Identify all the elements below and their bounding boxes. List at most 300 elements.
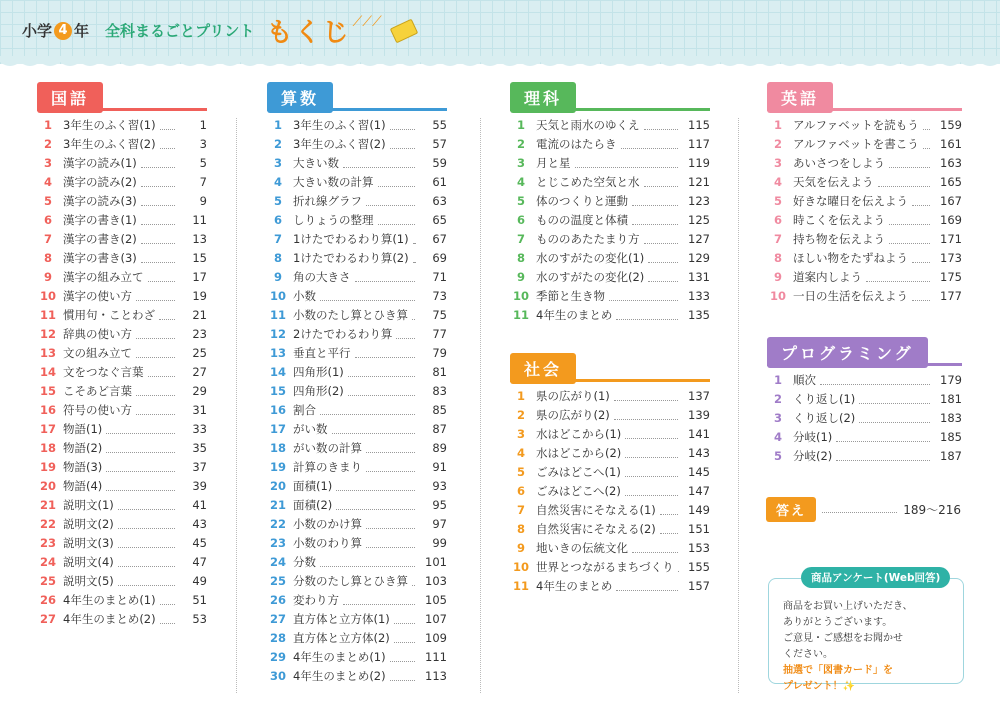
entry-number: 9	[273, 270, 282, 284]
dot-leader	[390, 121, 415, 130]
toc-entry[interactable]	[37, 591, 207, 610]
toc-entry[interactable]	[267, 629, 447, 648]
entry-title: がい数	[293, 422, 328, 436]
toc-entry[interactable]	[767, 268, 962, 287]
entry-number: 15	[39, 384, 56, 398]
entry-title: 持ち物を伝えよう	[793, 232, 885, 246]
dot-leader	[336, 501, 415, 510]
toc-entry[interactable]	[267, 211, 447, 230]
entry-title: 文の組み立て	[63, 346, 132, 360]
toc-entry[interactable]	[37, 287, 207, 306]
entry-number: 10	[39, 289, 56, 303]
toc-entry[interactable]	[767, 211, 962, 230]
entry-title: 季節と生き物	[536, 289, 605, 303]
survey-body	[783, 599, 913, 695]
toc-entry[interactable]	[37, 382, 207, 401]
toc-entry[interactable]	[767, 390, 962, 409]
toc-entry[interactable]	[767, 428, 962, 447]
entry-page: 151	[688, 522, 710, 536]
toc-entry[interactable]	[37, 154, 207, 173]
dot-leader	[141, 178, 175, 187]
entry-number: 19	[39, 460, 56, 474]
entry-title: 説明文(3)	[63, 536, 114, 550]
entry-page: 115	[688, 118, 710, 132]
toc-entry[interactable]	[767, 192, 962, 211]
entry-title: 大きい数	[293, 156, 339, 170]
dot-leader	[355, 273, 416, 282]
entry-title: くり返し(1)	[793, 392, 856, 406]
entry-title: 自然災害にそなえる(2)	[536, 522, 656, 536]
entry-title: 物語(2)	[63, 441, 103, 455]
toc-entry[interactable]	[510, 135, 710, 154]
entry-page: 143	[688, 446, 710, 460]
section-underline	[37, 108, 207, 111]
entry-page: 181	[940, 392, 962, 406]
dot-leader	[141, 159, 175, 168]
sparkle-icon: ⟋⟋⟋	[352, 13, 382, 30]
survey-text-line: ください。	[783, 649, 833, 660]
toc-list	[267, 116, 447, 686]
entry-number: 5	[43, 194, 52, 208]
dot-leader	[159, 311, 175, 320]
survey-present-text: プレゼント！	[783, 681, 843, 692]
entry-title: 小数のわり算	[293, 536, 362, 550]
entry-title: 一日の生活を伝えよう	[793, 289, 908, 303]
dot-leader	[660, 506, 678, 515]
entry-page: 117	[688, 137, 710, 151]
entry-number: 29	[269, 650, 286, 664]
entry-number: 8	[773, 251, 782, 265]
entry-page: 185	[940, 430, 962, 444]
entry-page: 179	[940, 373, 962, 387]
entry-number: 1	[773, 118, 782, 132]
dot-leader	[366, 444, 415, 453]
entry-number: 12	[39, 327, 56, 341]
entry-title: あいさつをしよう	[793, 156, 885, 170]
toc-entry[interactable]	[510, 501, 710, 520]
toc-entry[interactable]	[37, 211, 207, 230]
entry-title: 説明文(1)	[63, 498, 114, 512]
entry-page: 131	[688, 270, 710, 284]
dot-leader	[336, 482, 415, 491]
entry-number: 30	[269, 669, 286, 683]
toc-entry[interactable]	[767, 249, 962, 268]
entry-number: 27	[269, 612, 286, 626]
toc-entry[interactable]	[510, 425, 710, 444]
toc-entry[interactable]	[767, 116, 962, 135]
entry-number: 5	[773, 449, 782, 463]
entry-number: 2	[273, 137, 282, 151]
entry-title: 2けたでわるわり算	[293, 327, 393, 341]
toc-entry[interactable]	[510, 287, 710, 306]
dot-leader	[625, 430, 678, 439]
toc-entry[interactable]	[267, 325, 447, 344]
toc-entry[interactable]	[267, 610, 447, 629]
entry-number: 4	[273, 175, 282, 189]
entry-page: 27	[192, 365, 207, 379]
toc-entry[interactable]	[767, 135, 962, 154]
entry-title: 辞典の使い方	[63, 327, 132, 341]
toc-entry[interactable]	[510, 558, 710, 577]
toc-entry[interactable]	[510, 173, 710, 192]
grade-suffix: 年	[74, 22, 90, 40]
entry-page: 97	[432, 517, 447, 531]
entry-title: くり返し(2)	[793, 411, 856, 425]
entry-title: 水はどこから(2)	[536, 446, 622, 460]
entry-number: 5	[516, 465, 525, 479]
entry-title: 物語(1)	[63, 422, 103, 436]
dot-leader	[118, 520, 175, 529]
entry-number: 6	[773, 213, 782, 227]
toc-entry[interactable]	[267, 515, 447, 534]
toc-entry[interactable]	[267, 572, 447, 591]
entry-title: 3年生のふく習(2)	[293, 137, 386, 151]
entry-number: 26	[269, 593, 286, 607]
entry-number: 7	[773, 232, 782, 246]
toc-entry[interactable]	[767, 230, 962, 249]
entry-title: 4年生のまとめ	[536, 579, 613, 593]
dot-leader	[625, 468, 678, 477]
entry-number: 8	[273, 251, 282, 265]
entry-title: 垂直と平行	[293, 346, 351, 360]
entry-number: 1	[516, 389, 525, 403]
entry-number: 24	[39, 555, 56, 569]
toc-entry[interactable]	[267, 192, 447, 211]
entry-title: 漢字の書き(2)	[63, 232, 137, 246]
entry-number: 5	[773, 194, 782, 208]
entry-title: 4年生のまとめ	[536, 308, 613, 322]
entry-title: 漢字の読み(2)	[63, 175, 137, 189]
entry-title: 面積(2)	[293, 498, 333, 512]
toc-entry[interactable]	[510, 539, 710, 558]
toc-entry[interactable]	[267, 249, 447, 268]
dot-leader	[136, 406, 175, 415]
toc-entry[interactable]	[37, 249, 207, 268]
toc-entry[interactable]	[267, 439, 447, 458]
toc-entry[interactable]	[37, 420, 207, 439]
toc-entry[interactable]	[510, 230, 710, 249]
dot-leader	[644, 235, 679, 244]
entry-page: 127	[688, 232, 710, 246]
entry-page: 19	[192, 289, 207, 303]
dot-leader	[614, 392, 678, 401]
dot-leader	[616, 311, 678, 320]
toc-entry[interactable]	[510, 306, 710, 325]
page-title: もくじ	[266, 18, 351, 48]
entry-page: 77	[432, 327, 447, 341]
entry-number: 28	[269, 631, 286, 645]
entry-title: 分岐(2)	[793, 449, 833, 463]
entry-page: 89	[432, 441, 447, 455]
toc-entry[interactable]	[267, 230, 447, 249]
entry-number: 21	[39, 498, 56, 512]
column-divider	[480, 118, 481, 693]
toc-entry[interactable]	[267, 667, 447, 686]
dot-leader	[878, 178, 931, 187]
toc-entry[interactable]	[267, 534, 447, 553]
entry-number: 8	[516, 251, 525, 265]
entry-number: 1	[773, 373, 782, 387]
entry-number: 20	[39, 479, 56, 493]
toc-entry[interactable]	[510, 387, 710, 406]
entry-title: 順次	[793, 373, 816, 387]
dot-leader	[390, 653, 415, 662]
dot-leader	[348, 368, 415, 377]
toc-entry[interactable]	[37, 325, 207, 344]
entry-page: 1	[199, 118, 207, 132]
toc-entry[interactable]	[267, 306, 447, 325]
dot-leader	[621, 140, 679, 149]
entry-number: 3	[516, 427, 525, 441]
toc-entry[interactable]	[510, 520, 710, 539]
entry-title: 文をつなぐ言葉	[63, 365, 144, 379]
section-underline	[767, 108, 962, 111]
entry-page: 37	[192, 460, 207, 474]
entry-page: 135	[688, 308, 710, 322]
toc-entry[interactable]	[267, 553, 447, 572]
toc-entry[interactable]	[37, 192, 207, 211]
dot-leader	[866, 273, 930, 282]
section-eigo	[767, 82, 962, 303]
entry-page: 139	[688, 408, 710, 422]
entry-title: 自然災害にそなえる(1)	[536, 503, 656, 517]
toc-entry[interactable]	[37, 173, 207, 192]
entry-number: 1	[43, 118, 52, 132]
entry-title: 1けたでわるわり算(2)	[293, 251, 409, 265]
entry-title: 好きな曜日を伝えよう	[793, 194, 908, 208]
toc-entry[interactable]	[767, 447, 962, 466]
entry-title: 四角形(2)	[293, 384, 344, 398]
entry-page: 103	[425, 574, 447, 588]
toc-entry[interactable]	[37, 363, 207, 382]
survey-text-line: ありがとうございます。	[783, 617, 893, 628]
entry-number: 17	[39, 422, 56, 436]
grade-label	[22, 20, 89, 41]
dot-leader	[889, 159, 930, 168]
entry-title: 4年生のまとめ(2)	[63, 612, 156, 626]
entry-number: 7	[516, 503, 525, 517]
toc-entry[interactable]	[37, 553, 207, 572]
entry-title: 4年生のまとめ(1)	[63, 593, 156, 607]
entry-page: 57	[432, 137, 447, 151]
answers-badge: 答え	[766, 497, 816, 522]
entry-number: 4	[516, 446, 525, 460]
dot-leader	[148, 273, 176, 282]
section-kokugo	[37, 82, 207, 626]
entry-number: 4	[773, 175, 782, 189]
toc-entry[interactable]	[267, 591, 447, 610]
entry-number: 27	[39, 612, 56, 626]
toc-entry[interactable]	[767, 371, 962, 390]
header-wave	[0, 56, 1000, 76]
toc-entry[interactable]	[37, 496, 207, 515]
toc-entry[interactable]	[37, 477, 207, 496]
dot-leader	[332, 425, 416, 434]
column-divider	[738, 118, 739, 693]
dot-leader	[912, 292, 930, 301]
toc-entry[interactable]	[510, 444, 710, 463]
dot-leader	[390, 672, 415, 681]
toc-entry[interactable]	[267, 477, 447, 496]
dot-leader	[148, 368, 176, 377]
entry-page: 41	[192, 498, 207, 512]
entry-page: 157	[688, 579, 710, 593]
entry-title: 大きい数の計算	[293, 175, 374, 189]
toc-entry[interactable]	[37, 439, 207, 458]
dot-leader	[136, 330, 175, 339]
toc-entry[interactable]	[267, 173, 447, 192]
entry-page: 101	[425, 555, 447, 569]
section-badge-eigo: 英語	[767, 82, 833, 113]
toc-entry[interactable]	[767, 409, 962, 428]
dot-leader	[632, 544, 678, 553]
toc-entry[interactable]	[510, 577, 710, 596]
entry-page: 153	[688, 541, 710, 555]
toc-entry[interactable]	[510, 406, 710, 425]
section-badge-shakai: 社会	[510, 353, 576, 384]
toc-entry[interactable]	[37, 344, 207, 363]
entry-number: 6	[43, 213, 52, 227]
dot-leader	[923, 140, 930, 149]
toc-entry[interactable]	[267, 363, 447, 382]
dot-leader	[348, 387, 415, 396]
entry-title: 説明文(4)	[63, 555, 114, 569]
entry-number: 18	[269, 441, 286, 455]
dot-leader	[378, 178, 416, 187]
toc-entry[interactable]	[767, 154, 962, 173]
entry-page: 47	[192, 555, 207, 569]
entry-title: 角の大きさ	[293, 270, 351, 284]
entry-page: 183	[940, 411, 962, 425]
answers-row[interactable]	[766, 497, 961, 522]
toc-entry[interactable]	[510, 116, 710, 135]
toc-entry[interactable]	[267, 154, 447, 173]
toc-entry[interactable]	[510, 268, 710, 287]
entry-number: 23	[269, 536, 286, 550]
entry-number: 3	[516, 156, 525, 170]
toc-entry[interactable]	[267, 648, 447, 667]
dot-leader	[141, 197, 175, 206]
toc-entry[interactable]	[267, 268, 447, 287]
dot-leader	[412, 577, 415, 586]
dot-leader	[889, 216, 930, 225]
toc-entry[interactable]	[37, 135, 207, 154]
toc-entry[interactable]	[510, 192, 710, 211]
toc-entry[interactable]	[510, 249, 710, 268]
dot-leader	[106, 463, 175, 472]
entry-title: 割合	[293, 403, 316, 417]
toc-entry[interactable]	[267, 496, 447, 515]
entry-page: 45	[192, 536, 207, 550]
toc-entry[interactable]	[267, 116, 447, 135]
section-underline	[510, 108, 710, 111]
dot-leader	[644, 178, 679, 187]
dot-leader	[343, 596, 415, 605]
entry-page: 133	[688, 289, 710, 303]
toc-entry[interactable]	[267, 458, 447, 477]
entry-number: 16	[39, 403, 56, 417]
entry-page: 23	[192, 327, 207, 341]
toc-entry[interactable]	[37, 230, 207, 249]
toc-entry[interactable]	[37, 458, 207, 477]
toc-entry[interactable]	[510, 482, 710, 501]
survey-box[interactable]	[768, 572, 964, 692]
toc-entry[interactable]	[37, 116, 207, 135]
dot-leader	[912, 197, 930, 206]
entry-title: 説明文(2)	[63, 517, 114, 531]
entry-page: 31	[192, 403, 207, 417]
toc-entry[interactable]	[267, 287, 447, 306]
toc-entry[interactable]	[267, 135, 447, 154]
toc-entry[interactable]	[510, 463, 710, 482]
entry-number: 14	[39, 365, 56, 379]
toc-entry[interactable]	[510, 154, 710, 173]
entry-number: 2	[773, 137, 782, 151]
entry-number: 13	[269, 346, 286, 360]
entry-page: 49	[192, 574, 207, 588]
entry-title: 水はどこから(1)	[536, 427, 622, 441]
entry-title: ほしい物をたずねよう	[793, 251, 908, 265]
entry-page: 75	[432, 308, 447, 322]
toc-entry[interactable]	[267, 344, 447, 363]
entry-number: 9	[516, 270, 525, 284]
toc-entry[interactable]	[37, 401, 207, 420]
entry-title: 分数	[293, 555, 316, 569]
dot-leader	[118, 501, 175, 510]
entry-page: 67	[432, 232, 447, 246]
entry-title: 漢字の組み立て	[63, 270, 144, 284]
entry-title: 4年生のまとめ(2)	[293, 669, 386, 683]
entry-title: 小数	[293, 289, 316, 303]
toc-entry[interactable]	[267, 420, 447, 439]
entry-page: 159	[940, 118, 962, 132]
toc-entry[interactable]	[37, 572, 207, 591]
entry-number: 24	[269, 555, 286, 569]
toc-entry[interactable]	[37, 610, 207, 629]
toc-entry[interactable]	[267, 382, 447, 401]
toc-entry[interactable]	[767, 173, 962, 192]
toc-entry[interactable]	[37, 515, 207, 534]
entry-title: 1けたでわるわり算(1)	[293, 232, 409, 246]
toc-entry[interactable]	[37, 534, 207, 553]
dot-leader	[396, 330, 415, 339]
entry-title: 分数のたし算とひき算	[293, 574, 408, 588]
entry-page: 105	[425, 593, 447, 607]
entry-number: 7	[43, 232, 52, 246]
entry-page: 161	[940, 137, 962, 151]
entry-title: 漢字の読み(1)	[63, 156, 137, 170]
toc-entry[interactable]	[510, 211, 710, 230]
entry-number: 11	[269, 308, 286, 322]
section-badge-kokugo: 国語	[37, 82, 103, 113]
toc-entry[interactable]	[37, 268, 207, 287]
entry-number: 2	[516, 137, 525, 151]
section-underline	[510, 379, 710, 382]
entry-title: 時こくを伝えよう	[793, 213, 885, 227]
entry-number: 10	[512, 560, 529, 574]
entry-page: 35	[192, 441, 207, 455]
dot-leader	[320, 558, 415, 567]
entry-page: 149	[688, 503, 710, 517]
toc-entry[interactable]	[267, 401, 447, 420]
entry-page: 173	[940, 251, 962, 265]
toc-entry[interactable]	[767, 287, 962, 306]
entry-title: 漢字の書き(1)	[63, 213, 137, 227]
toc-entry[interactable]	[37, 306, 207, 325]
dot-leader	[160, 615, 175, 624]
entry-title: 分岐(1)	[793, 430, 833, 444]
entry-title: 物語(4)	[63, 479, 103, 493]
